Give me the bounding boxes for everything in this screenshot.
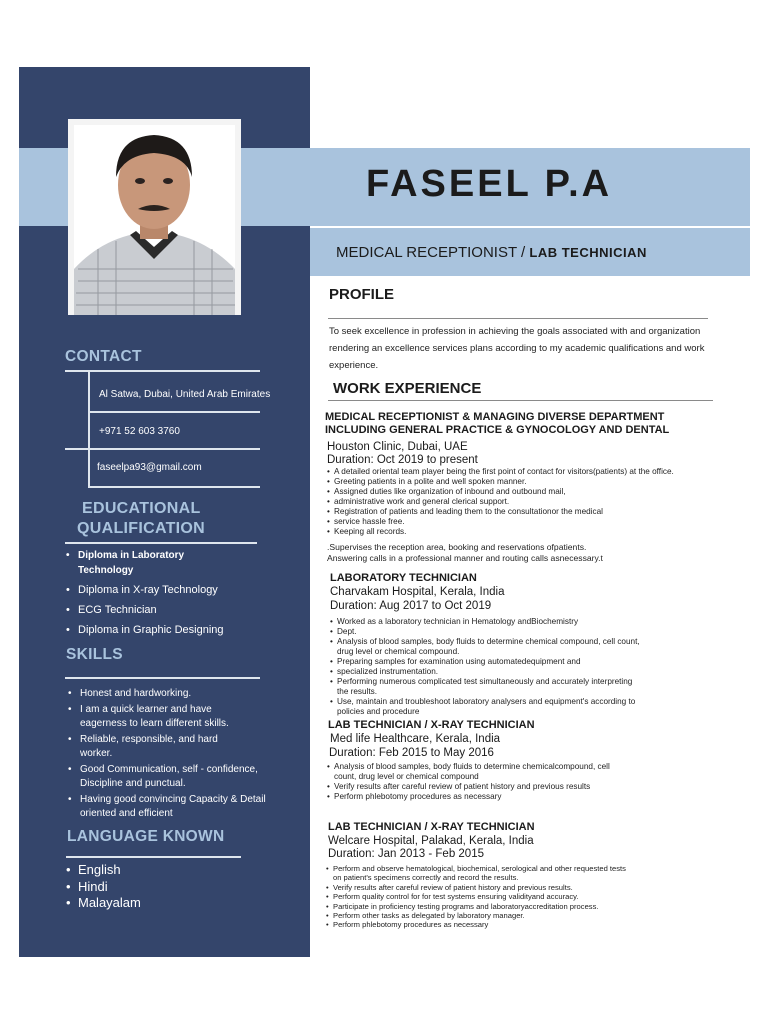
skill-item: • Having good convincing Capacity & Detail oriented and efficient bbox=[68, 793, 270, 822]
job-bullet: • A detailed oriental team player being the first point of contact for visitors(patients) at the office. bbox=[327, 467, 727, 477]
job-bullet: • Perform other tasks as delegated by laboratory manager. bbox=[326, 911, 626, 920]
skill-item: • I am a quick learner and have eagerness to learn different skills. bbox=[68, 703, 250, 732]
contact-email: faseelpa93@gmail.com bbox=[97, 462, 202, 473]
education-heading-line2: QUALIFICATION bbox=[77, 520, 206, 537]
contact-divider bbox=[88, 411, 260, 413]
language-item: • Hindi bbox=[66, 879, 246, 896]
job-bullet: • Perform quality control for for test systems ensuring validityand accuracy. bbox=[326, 892, 626, 901]
contact-divider bbox=[88, 486, 260, 488]
job-bullets bbox=[327, 762, 627, 802]
education-item: • Diploma in X-ray Technology bbox=[66, 583, 266, 598]
job-title: MEDICAL RECEPTIONIST & MANAGING DIVERSE DEPARTMENT bbox=[325, 411, 665, 423]
language-heading: LANGUAGE KNOWN bbox=[67, 828, 225, 845]
job-bullet: • Greeting patients in a polite and well spoken manner. bbox=[327, 477, 727, 487]
education-heading-line1: EDUCATIONAL bbox=[82, 500, 201, 517]
job-place: Charvakam Hospital, Kerala, India bbox=[330, 586, 505, 598]
job-bullets bbox=[330, 617, 640, 717]
job-duration: Duration: Oct 2019 to present bbox=[327, 454, 478, 466]
job-title: LAB TECHNICIAN / X-RAY TECHNICIAN bbox=[328, 821, 535, 833]
job-bullet: • Analysis of blood samples, body fluids to determine chemicalcompound, cell count, drug level or chemical compound bbox=[327, 762, 627, 782]
job-bullet: • Worked as a laboratory technician in Hematology andBiochemistry bbox=[330, 617, 640, 627]
contact-vertical-divider bbox=[88, 370, 90, 488]
skills-list bbox=[68, 687, 268, 823]
job-bullets bbox=[327, 467, 727, 537]
job-role bbox=[336, 244, 647, 261]
education-list bbox=[66, 548, 266, 643]
contact-heading: CONTACT bbox=[65, 348, 142, 365]
job-bullet: • specialized instrumentation. bbox=[330, 667, 640, 677]
job-bullet: • Perform and observe hematological, biochemical, serological and other requested tests on patient's specimens correctly and record the results. bbox=[326, 864, 626, 883]
role-secondary: LAB TECHNICIAN bbox=[529, 245, 647, 260]
job-bullet: • Performing numerous complicated test simultaneously and accurately interpreting the results. bbox=[330, 677, 640, 697]
contact-address: Al Satwa, Dubai, United Arab Emirates bbox=[99, 389, 271, 400]
work-divider bbox=[328, 400, 713, 401]
job-bullet: • Participate in proficiency testing programs and laboratoryaccreditation process. bbox=[326, 902, 626, 911]
job-note: Answering calls in a professional manner and routing calls asnecessary.t bbox=[327, 553, 603, 563]
job-title: LABORATORY TECHNICIAN bbox=[330, 572, 477, 584]
language-item: • Malayalam bbox=[66, 895, 246, 912]
candidate-name: FASEEL P.A bbox=[366, 163, 613, 205]
job-bullet: • Assigned duties like organization of inbound and outbound mail, bbox=[327, 487, 727, 497]
job-bullet: • Keeping all records. bbox=[327, 527, 727, 537]
job-bullet: • Registration of patients and leading them to the consultationor the medical bbox=[327, 507, 727, 517]
job-bullet: • Perform phlebotomy procedures as necessary bbox=[327, 792, 627, 802]
education-item: • Diploma in Graphic Designing bbox=[66, 623, 266, 638]
education-item: • ECG Technician bbox=[66, 603, 266, 618]
job-duration: Duration: Aug 2017 to Oct 2019 bbox=[330, 600, 492, 612]
job-duration: Duration: Jan 2013 - Feb 2015 bbox=[328, 848, 484, 860]
skill-item: • Good Communication, self - confidence, Discipline and punctual. bbox=[68, 763, 270, 792]
profile-photo bbox=[68, 119, 241, 315]
contact-phone: +971 52 603 3760 bbox=[99, 426, 180, 437]
job-bullet: • Preparing samples for examination using automatedequipment and bbox=[330, 657, 640, 667]
language-list bbox=[66, 862, 246, 912]
job-place: Med life Healthcare, Kerala, India bbox=[330, 733, 501, 745]
skills-divider bbox=[65, 677, 260, 679]
job-bullet: • Verify results after careful review of patient history and previous results bbox=[327, 782, 627, 792]
work-heading: WORK EXPERIENCE bbox=[333, 380, 482, 397]
job-bullet: • Verify results after careful review of patient history and previous results. bbox=[326, 883, 626, 892]
job-title: LAB TECHNICIAN / X-RAY TECHNICIAN bbox=[328, 719, 535, 731]
contact-divider bbox=[65, 448, 260, 450]
contact-divider bbox=[65, 370, 260, 372]
job-bullet: • service hassle free. bbox=[327, 517, 727, 527]
job-bullet: • Perform phlebotomy procedures as necessary bbox=[326, 920, 626, 929]
role-primary: MEDICAL RECEPTIONIST / bbox=[336, 244, 530, 261]
job-bullets bbox=[326, 864, 626, 930]
profile-divider bbox=[328, 318, 708, 319]
skill-item: • Honest and hardworking. bbox=[68, 687, 268, 702]
education-divider bbox=[65, 542, 257, 544]
job-bullet: • Use, maintain and troubleshoot laboratory analysers and equipment's according to policies and procedure bbox=[330, 697, 640, 717]
education-item: • Diploma in Laboratory Technology bbox=[66, 548, 208, 578]
profile-text: To seek excellence in profession in achieving the goals associated with and organization rendering an excellence services plans according to my academic qualifications and work experience. bbox=[329, 326, 705, 371]
job-bullet: • administrative work and general clerical support. bbox=[327, 497, 727, 507]
job-bullet: • Analysis of blood samples, body fluids to determine chemical compound, cell count, drug level or chemical compound. bbox=[330, 637, 640, 657]
job-note: .Supervises the reception area, booking and reservations ofpatients. bbox=[327, 542, 587, 552]
language-divider bbox=[66, 856, 241, 858]
job-duration: Duration: Feb 2015 to May 2016 bbox=[329, 747, 494, 759]
job-bullet: • Dept. bbox=[330, 627, 640, 637]
profile-heading: PROFILE bbox=[329, 286, 395, 303]
job-place: Welcare Hospital, Palakad, Kerala, India bbox=[328, 835, 534, 847]
job-place: Houston Clinic, Dubai, UAE bbox=[327, 441, 468, 453]
skills-heading: SKILLS bbox=[66, 646, 123, 663]
job-title-cont: INCLUDING GENERAL PRACTICE & GYNOCOLOGY AND DENTAL bbox=[325, 424, 670, 436]
skill-item: • Reliable, responsible, and hard worker. bbox=[68, 733, 250, 762]
language-item: • English bbox=[66, 862, 246, 879]
